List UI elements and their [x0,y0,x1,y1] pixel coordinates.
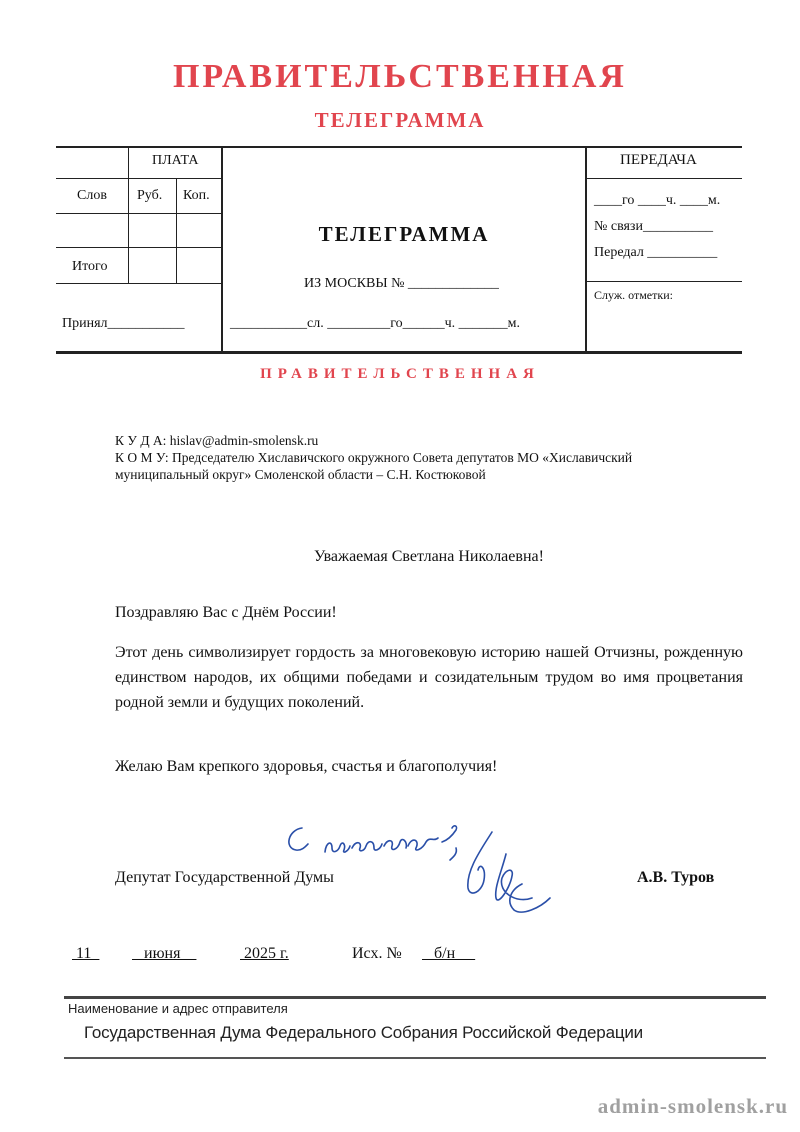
grid-line [176,178,177,284]
svyazi-line: № связи__________ [594,219,713,234]
form-top-border [56,146,742,148]
header-title: ПРАВИТЕЛЬСТВЕННАЯ [172,58,627,95]
date-month: июня [132,945,197,962]
body-paragraph-2: Этот день символизирует гордость за многовековую историю нашей Отчизны, рожденную единством народов, их общими победами и созидательным трудом во имя процветания родной земли и будущих поколений. [115,644,743,711]
slov-label: Слов [77,188,107,203]
greeting: Уважаемая Светлана Николаевна! [314,548,544,565]
signatory-title: Депутат Государственной Думы [115,869,334,886]
prinyal-label: Принял___________ [62,316,185,331]
body-paragraph-1: Поздравляю Вас с Днём России! [115,604,337,621]
center-bottom-line: ___________сл. _________го______ч. _______м. [230,316,520,331]
outgoing-number: б/н [422,945,476,962]
header-subtitle: ТЕЛЕГРАММА [314,108,486,132]
form-center-title: ТЕЛЕГРАММА [318,222,490,246]
grid-line [128,146,129,284]
grid-line [586,178,742,179]
itogo-label: Итого [72,259,108,274]
sender-bottom-rule [64,1057,766,1059]
date-day: 11 [72,945,100,962]
peredal-line: Передал __________ [594,245,718,260]
address-block [115,432,755,483]
date-year: 2025 г. [240,945,289,962]
grid-line [56,247,222,248]
sender-label: Наименование и адрес отправителя [68,1001,288,1016]
banner-text: ПРАВИТЕЛЬСТВЕННАЯ [260,366,540,382]
form-bottom-border [56,351,742,354]
grid-line [586,281,742,282]
address-kuda: К У Д А: hislav@admin-smolensk.ru [115,433,319,448]
grid-line [56,283,222,284]
time-line: ____го ____ч. ____м. [594,193,721,208]
body-paragraph-3: Желаю Вам крепкого здоровья, счастья и благополучия! [115,758,498,775]
sender-top-rule [64,996,766,999]
grid-line [56,213,222,214]
plata-label: ПЛАТА [152,153,199,168]
address-komu-line-1: К О М У: Председателю Хиславичского окружного Совета депутатов МО «Хиславичский [115,450,633,465]
grid-line [56,178,222,179]
sluzh-label: Служ. отметки: [594,288,673,302]
outgoing-label: Исх. № [352,945,402,962]
sender-name: Государственная Дума Федерального Собрания Российской Федерации [84,1023,643,1042]
signatory-name: А.В. Туров [637,869,715,886]
peredacha-label: ПЕРЕДАЧА [620,152,697,168]
iz-moskvy-line: ИЗ МОСКВЫ № _____________ [304,276,499,291]
site-watermark: admin-smolensk.ru [597,1094,788,1118]
kop-label: Коп. [183,188,210,203]
rub-label: Руб. [137,188,163,203]
address-komu-line-2: муниципальный округ» Смоленской области – С.Н. Костюковой [115,467,486,482]
